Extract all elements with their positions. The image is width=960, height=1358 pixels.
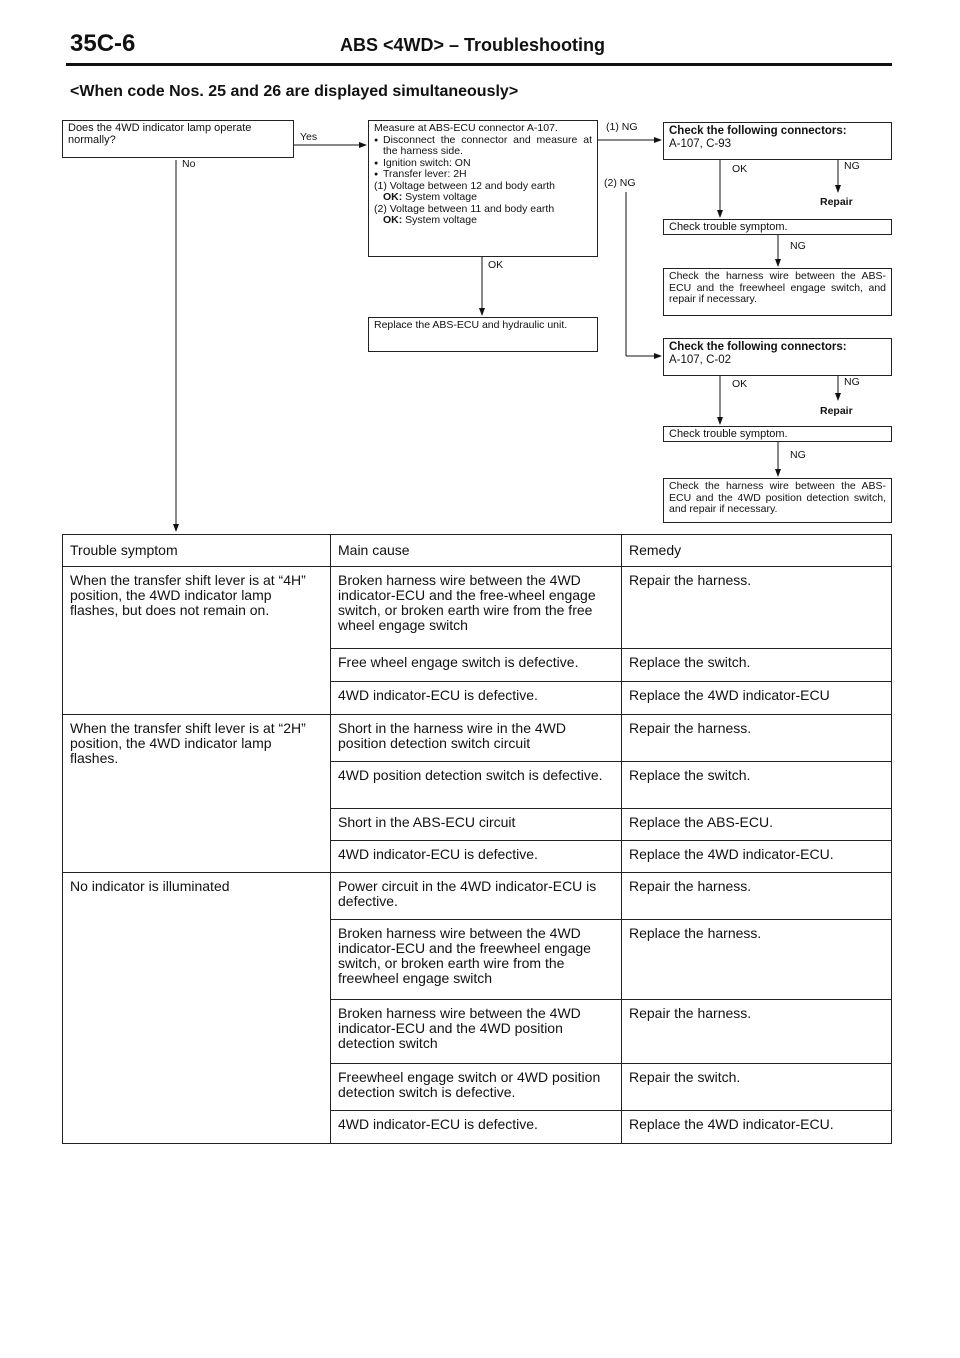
cause-cell: Short in the harness wire in the 4WD position detection switch circuit: [331, 715, 622, 762]
label-ng-symptom-2: NG: [790, 449, 806, 461]
remedy-cell: Replace the ABS-ECU.: [622, 809, 892, 841]
cause-cell: 4WD indicator-ECU is defective.: [331, 682, 622, 715]
ok-value: System voltage: [405, 191, 477, 203]
check-symptom-text: Check trouble symptom.: [669, 428, 788, 440]
connectors-title: Check the following connectors:: [669, 341, 847, 353]
cause-cell: 4WD indicator-ECU is defective.: [331, 841, 622, 873]
remedy-cell: Repair the harness.: [622, 873, 892, 920]
remedy-cell: Repair the switch.: [622, 1064, 892, 1111]
remedy-cell: Replace the harness.: [622, 920, 892, 1000]
ok-label: OK:: [383, 191, 403, 203]
measure-bullet-ignition: ● Ignition switch: ON: [374, 158, 592, 170]
connectors-check-box-1: [663, 122, 892, 160]
cause-cell: Broken harness wire between the 4WD indicator-ECU and the freewheel engage switch, or broken earth wire from the freewheel engage switch: [331, 920, 622, 1000]
column-header-cause: Main cause: [331, 535, 622, 567]
remedy-cell: Replace the 4WD indicator-ECU.: [622, 1111, 892, 1144]
repair-label-1: Repair: [820, 196, 853, 208]
label-yes: Yes: [300, 131, 318, 143]
harness-check-text: Check the harness wire between the ABS-ECU and the 4WD position detection switch, and repair if necessary.: [669, 480, 886, 515]
measure-box: [368, 120, 598, 257]
measure-item-2: (2) Voltage between 11 and body earth: [374, 202, 555, 215]
measure-bullet-transfer: ● Transfer lever: 2H: [374, 169, 592, 181]
check-symptom-text: Check trouble symptom.: [669, 221, 788, 233]
cause-cell: 4WD position detection switch is defective.: [331, 762, 622, 809]
connectors-codes: A-107, C-02: [669, 354, 732, 366]
measure-item-1: (1) Voltage between 12 and body earth: [374, 179, 555, 192]
cause-cell: Freewheel engage switch or 4WD position detection switch is defective.: [331, 1064, 622, 1111]
remedy-cell: Replace the switch.: [622, 649, 892, 682]
start-question-box: [62, 120, 294, 158]
column-header-remedy: Remedy: [622, 535, 892, 567]
measure-ok-1: [374, 192, 592, 204]
repair-label-2: Repair: [820, 405, 853, 417]
cause-cell: Broken harness wire between the 4WD indicator-ECU and the free-wheel engage switch, or broken earth wire from the free wheel engage switch: [331, 567, 622, 649]
column-header-symptom: Trouble symptom: [63, 535, 331, 567]
label-ng-1: NG: [844, 160, 860, 172]
trouble-table: [62, 534, 892, 1144]
connectors-title: Check the following connectors:: [669, 125, 847, 137]
page-number: 35C-6: [70, 30, 136, 57]
symptom-cell: When the transfer shift lever is at “2H” position, the 4WD indicator lamp flashes.: [63, 715, 331, 873]
start-question-text: Does the 4WD indicator lamp operate normally?: [68, 122, 252, 146]
table-header-row: [63, 535, 892, 567]
check-symptom-box-2: [663, 426, 892, 442]
measure-ok-2: [374, 215, 592, 227]
symptom-cell: When the transfer shift lever is at “4H” position, the 4WD indicator lamp flashes, but does not remain on.: [63, 567, 331, 715]
measure-bullet-disconnect: ● Disconnect the connector and measure at the harness side.: [374, 135, 592, 158]
label-no: No: [182, 158, 196, 170]
harness-check-box-1: [663, 268, 892, 316]
cause-cell: Short in the ABS-ECU circuit: [331, 809, 622, 841]
label-1-ng: (1) NG: [606, 121, 638, 133]
symptom-cell: No indicator is illuminated: [63, 873, 331, 1144]
ok-value: System voltage: [405, 214, 477, 226]
label-ng-2: NG: [844, 376, 860, 388]
measure-title: Measure at ABS-ECU connector A-107.: [374, 122, 558, 134]
remedy-cell: Repair the harness.: [622, 567, 892, 649]
remedy-cell: Replace the 4WD indicator-ECU.: [622, 841, 892, 873]
harness-check-text: Check the harness wire between the ABS-ECU and the freewheel engage switch, and repair if necessary.: [669, 270, 886, 305]
cause-cell: 4WD indicator-ECU is defective.: [331, 1111, 622, 1144]
check-symptom-box-1: [663, 219, 892, 235]
ok-label: OK:: [383, 214, 403, 226]
label-ok-2: OK: [732, 378, 748, 390]
table-row: [63, 567, 892, 649]
harness-check-box-2: [663, 478, 892, 523]
connectors-check-box-2: [663, 338, 892, 376]
cause-cell: Broken harness wire between the 4WD indicator-ECU and the 4WD position detection switch: [331, 1000, 622, 1064]
table-row: [63, 873, 892, 920]
page-title: ABS <4WD> – Troubleshooting: [340, 35, 606, 55]
cause-cell: Free wheel engage switch is defective.: [331, 649, 622, 682]
label-ok-1: OK: [732, 163, 748, 175]
section-subtitle: <When code Nos. 25 and 26 are displayed simultaneously>: [70, 83, 519, 100]
remedy-cell: Repair the harness.: [622, 1000, 892, 1064]
connectors-codes: A-107, C-93: [669, 138, 732, 150]
label-ng-symptom-1: NG: [790, 240, 806, 252]
replace-ecu-box: [368, 317, 598, 352]
remedy-cell: Repair the harness.: [622, 715, 892, 762]
replace-ecu-text: Replace the ABS-ECU and hydraulic unit.: [374, 319, 568, 331]
table-row: [63, 715, 892, 762]
label-2-ng: (2) NG: [604, 177, 636, 189]
cause-cell: Power circuit in the 4WD indicator-ECU is defective.: [331, 873, 622, 920]
label-ok-measure: OK: [488, 259, 504, 271]
remedy-cell: Replace the 4WD indicator-ECU: [622, 682, 892, 715]
remedy-cell: Replace the switch.: [622, 762, 892, 809]
